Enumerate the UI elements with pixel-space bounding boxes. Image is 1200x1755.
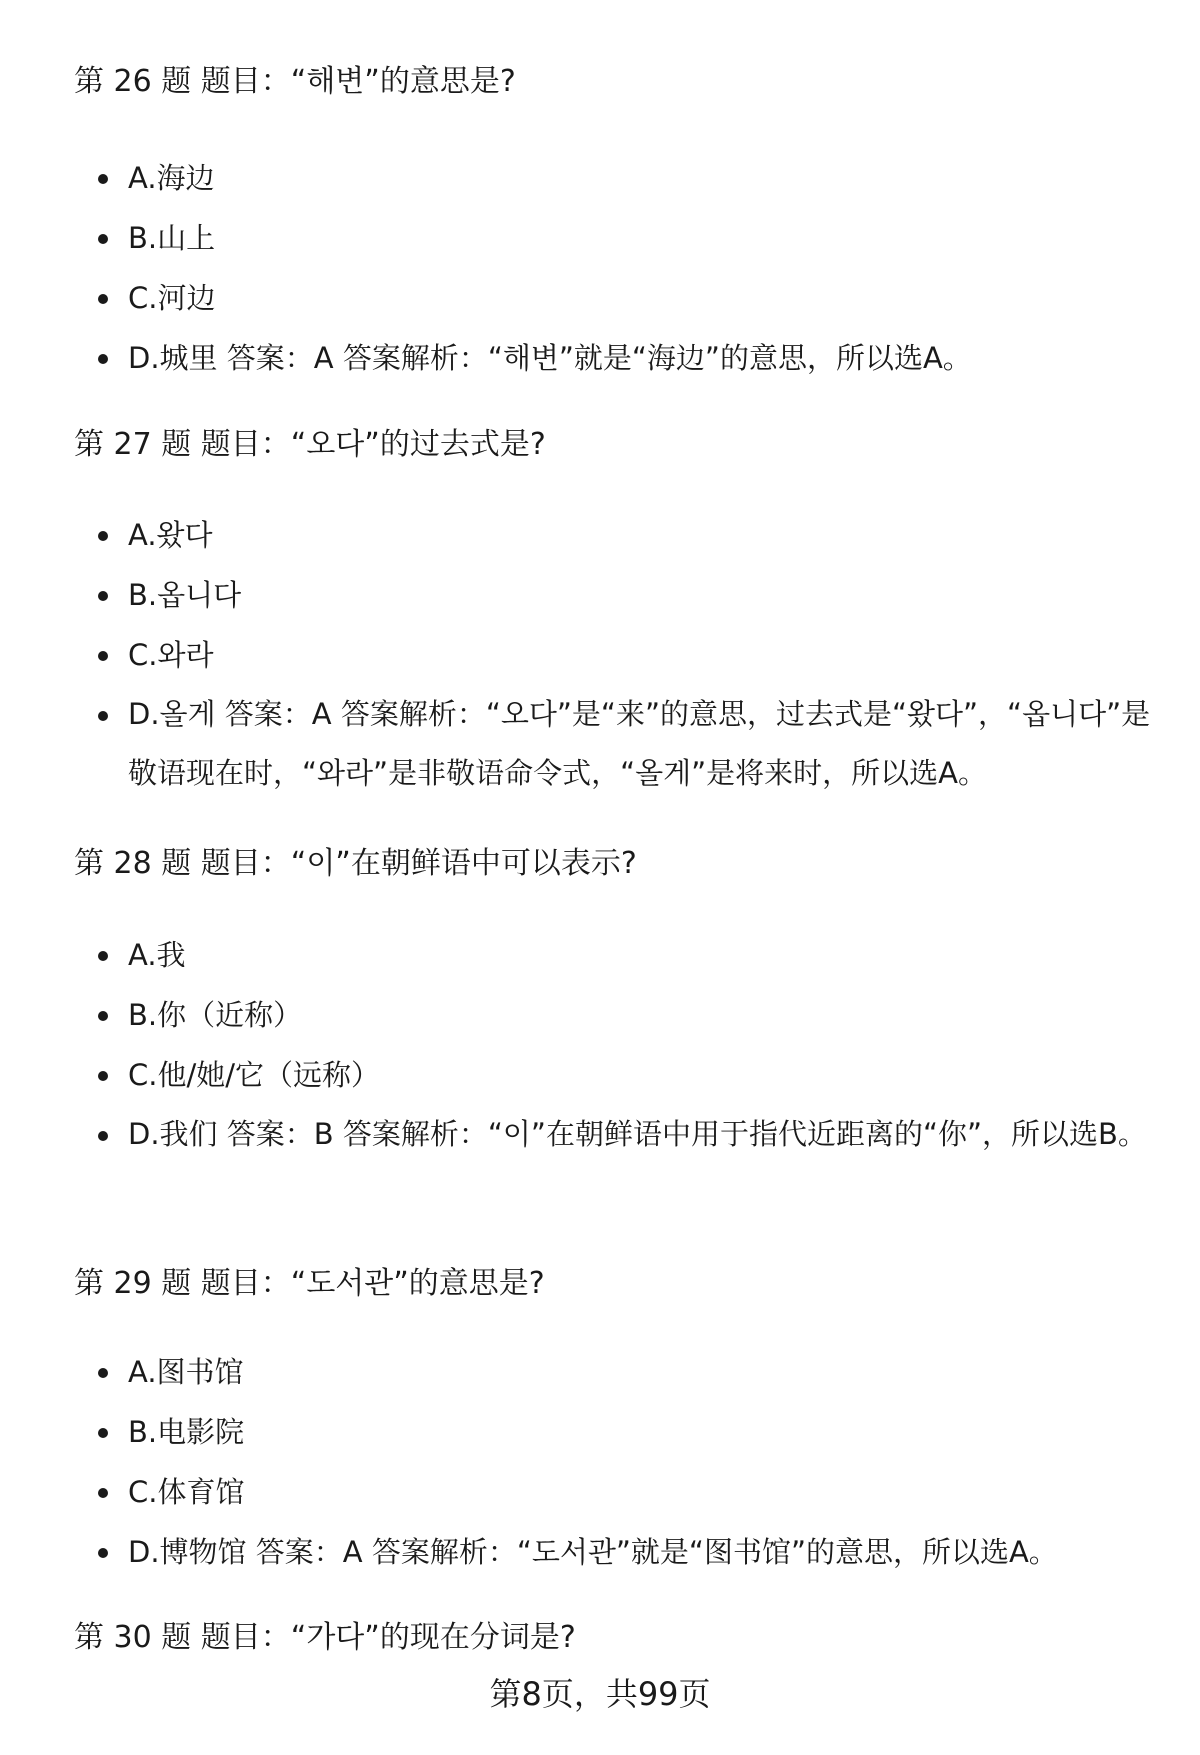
question-28-option-b: B.你（近称） bbox=[128, 985, 1158, 1045]
question-30-title: 第 30 题 题目：“가다”的现在分词是? bbox=[74, 1620, 576, 1655]
question-28-option-d-answer: D.我们 答案：B 答案解析：“이”在朝鲜语中用于指代近距离的“你”，所以选B。 bbox=[128, 1105, 1158, 1164]
question-26-option-c: C.河边 bbox=[128, 268, 1158, 328]
question-27-option-c: C.와라 bbox=[128, 625, 1158, 685]
question-28-options bbox=[128, 925, 1158, 1164]
question-29-option-b: B.电影院 bbox=[128, 1402, 1158, 1462]
question-26-option-d-answer: D.城里 答案：A 答案解析：“해변”就是“海边”的意思，所以选A。 bbox=[128, 328, 1158, 388]
question-28-option-c: C.他/她/它（远称） bbox=[128, 1045, 1158, 1105]
question-28-option-a: A.我 bbox=[128, 925, 1158, 985]
question-29-options bbox=[128, 1342, 1158, 1582]
question-29-title: 第 29 题 题目：“도서관”的意思是? bbox=[74, 1266, 545, 1301]
question-26-option-a: A.海边 bbox=[128, 148, 1158, 208]
question-27-options bbox=[128, 505, 1158, 803]
question-27-title: 第 27 题 题目：“오다”的过去式是? bbox=[74, 427, 546, 462]
question-26-title: 第 26 题 题目：“해변”的意思是? bbox=[74, 64, 516, 99]
page-number-footer: 第8页，共99页 bbox=[489, 1675, 711, 1713]
question-27-option-a: A.왔다 bbox=[128, 505, 1158, 565]
question-29-option-c: C.体育馆 bbox=[128, 1462, 1158, 1522]
question-29-option-d-answer: D.博物馆 答案：A 答案解析：“도서관”就是“图书馆”的意思，所以选A。 bbox=[128, 1522, 1158, 1582]
question-27-option-d-answer: D.올게 答案：A 答案解析：“오다”是“来”的意思，过去式是“왔다”，“옵니다”是敬语现在时，“와라”是非敬语命令式，“올게”是将来时，所以选A。 bbox=[128, 685, 1158, 803]
question-26-option-b: B.山上 bbox=[128, 208, 1158, 268]
question-27-option-b: B.옵니다 bbox=[128, 565, 1158, 625]
question-29-option-a: A.图书馆 bbox=[128, 1342, 1158, 1402]
question-26-options bbox=[128, 148, 1158, 388]
question-28-title: 第 28 题 题目：“이”在朝鲜语中可以表示? bbox=[74, 846, 637, 881]
